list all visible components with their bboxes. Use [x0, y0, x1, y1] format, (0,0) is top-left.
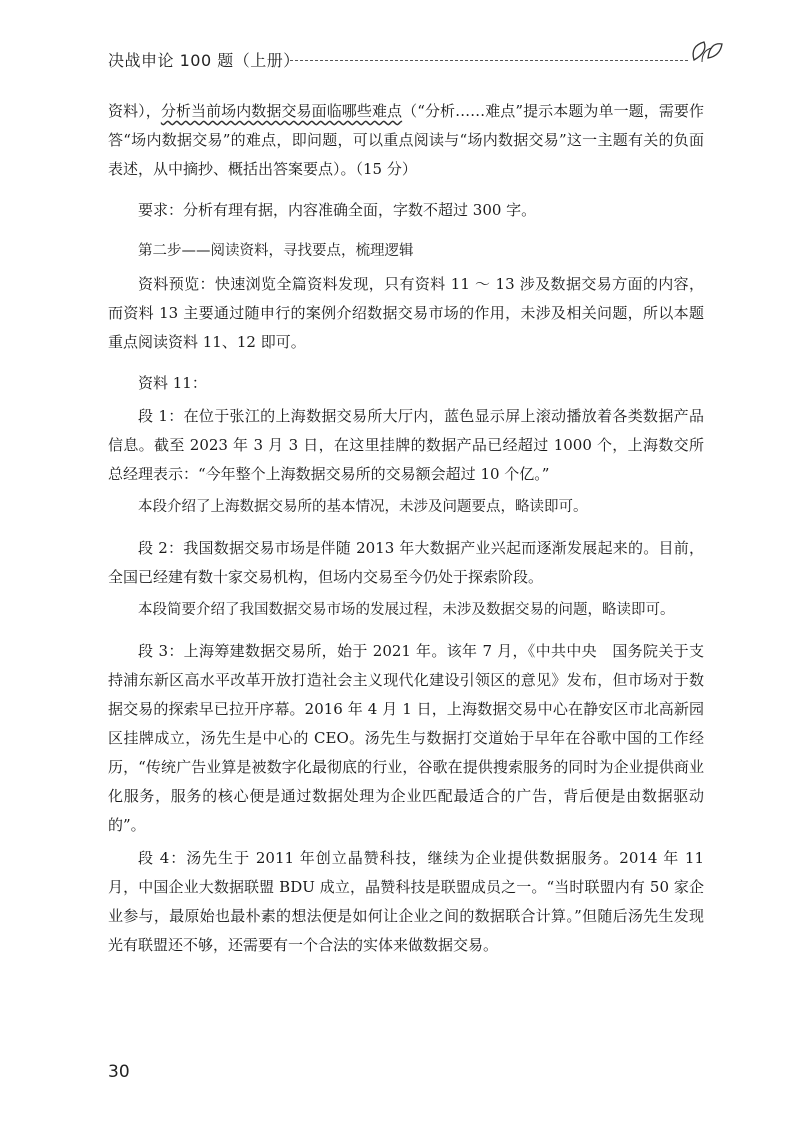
page-number: 30 [108, 1062, 130, 1082]
paragraph-4: 段 4：汤先生于 2011 年创立晶赞科技，继续为企业提供数据服务。2014 年 11 月，中国企业大数据联盟 BDU 成立，晶赞科技是联盟成员之一。“当时联盟内有 50 家企业参与，最原始也最朴素的想法便是如何让企业之间的数据联合计算。”但随后汤先生发现光有联盟还不够，还需要有一个合法的实体来做数据交易。 [108, 849, 704, 954]
note-1: 本段介绍了上海数据交易所的基本情况，未涉及问题要点，略读即可。 [138, 499, 588, 515]
paragraph-1: 段 1：在位于张江的上海数据交易所大厅内，蓝色显示屏上滚动播放着各类数据产品信息。截至 2023 年 3 月 3 日，在这里挂牌的数据产品已经超过 1000 个，上海数交所总经理表示：“今年整个上海数据交易所的交易额会超过 10 个亿。” [108, 407, 704, 483]
running-header [108, 48, 728, 74]
page-body [108, 97, 704, 964]
question-hint: （“分析……难点”提示本题为单一题，需要作答“场内数据交易”的难点，即问题，可以重点阅读与“场内数据交易”这一主题有关的负面表述，从中摘抄、概括出答案要点）。（15 分） [108, 102, 704, 178]
material-label: 资料 11： [138, 374, 207, 392]
preview-paragraph: 资料预览：快速浏览全篇资料发现，只有资料 11 ～ 13 涉及数据交易方面的内容，而资料 13 主要通过随申行的案例介绍数据交易市场的作用，未涉及相关问题，所以本题重点阅读资料 11、12 即可。 [108, 275, 704, 351]
question-task: 分析当前场内数据交易面临哪些难点 [160, 102, 403, 120]
step2-heading: 第二步——阅读资料，寻找要点，梳理逻辑 [138, 243, 414, 259]
note-2: 本段简要介绍了我国数据交易市场的发展过程，未涉及数据交易的问题，略读即可。 [138, 602, 675, 618]
requirement-paragraph: 要求：分析有理有据，内容准确全面，字数不超过 300 字。 [138, 201, 537, 219]
question-paragraph [108, 97, 704, 184]
paragraph-3: 段 3：上海筹建数据交易所，始于 2021 年。该年 7 月，《中共中央 国务院关于支持浦东新区高水平改革开放打造社会主义现代化建设引领区的意见》发布，但市场对于数据交易的探索早已拉开序幕。2016 年 4 月 1 日，上海数据交易中心在静安区市北高新园区挂牌成立，汤先生是中心的 CEO。汤先生与数据打交道始于早年在谷歌中国的工作经历，“传统广告业算是被数字化最彻底的行业，谷歌在提供搜索服务的同时为企业提供商业化服务，服务的核心便是通过数据处理为企业匹配最适合的广告，背后便是由数据驱动的”。 [108, 642, 704, 834]
sprout-icon [688, 36, 724, 66]
question-prefix: 资料）， [108, 102, 161, 120]
paragraph-2: 段 2：我国数据交易市场是伴随 2013 年大数据产业兴起而逐渐发展起来的。目前，全国已经建有数十家交易机构，但场内交易至今仍处于探索阶段。 [108, 539, 704, 586]
header-dashed-rule [290, 60, 688, 61]
book-title: 决战申论 100 题（上册） [108, 51, 300, 70]
